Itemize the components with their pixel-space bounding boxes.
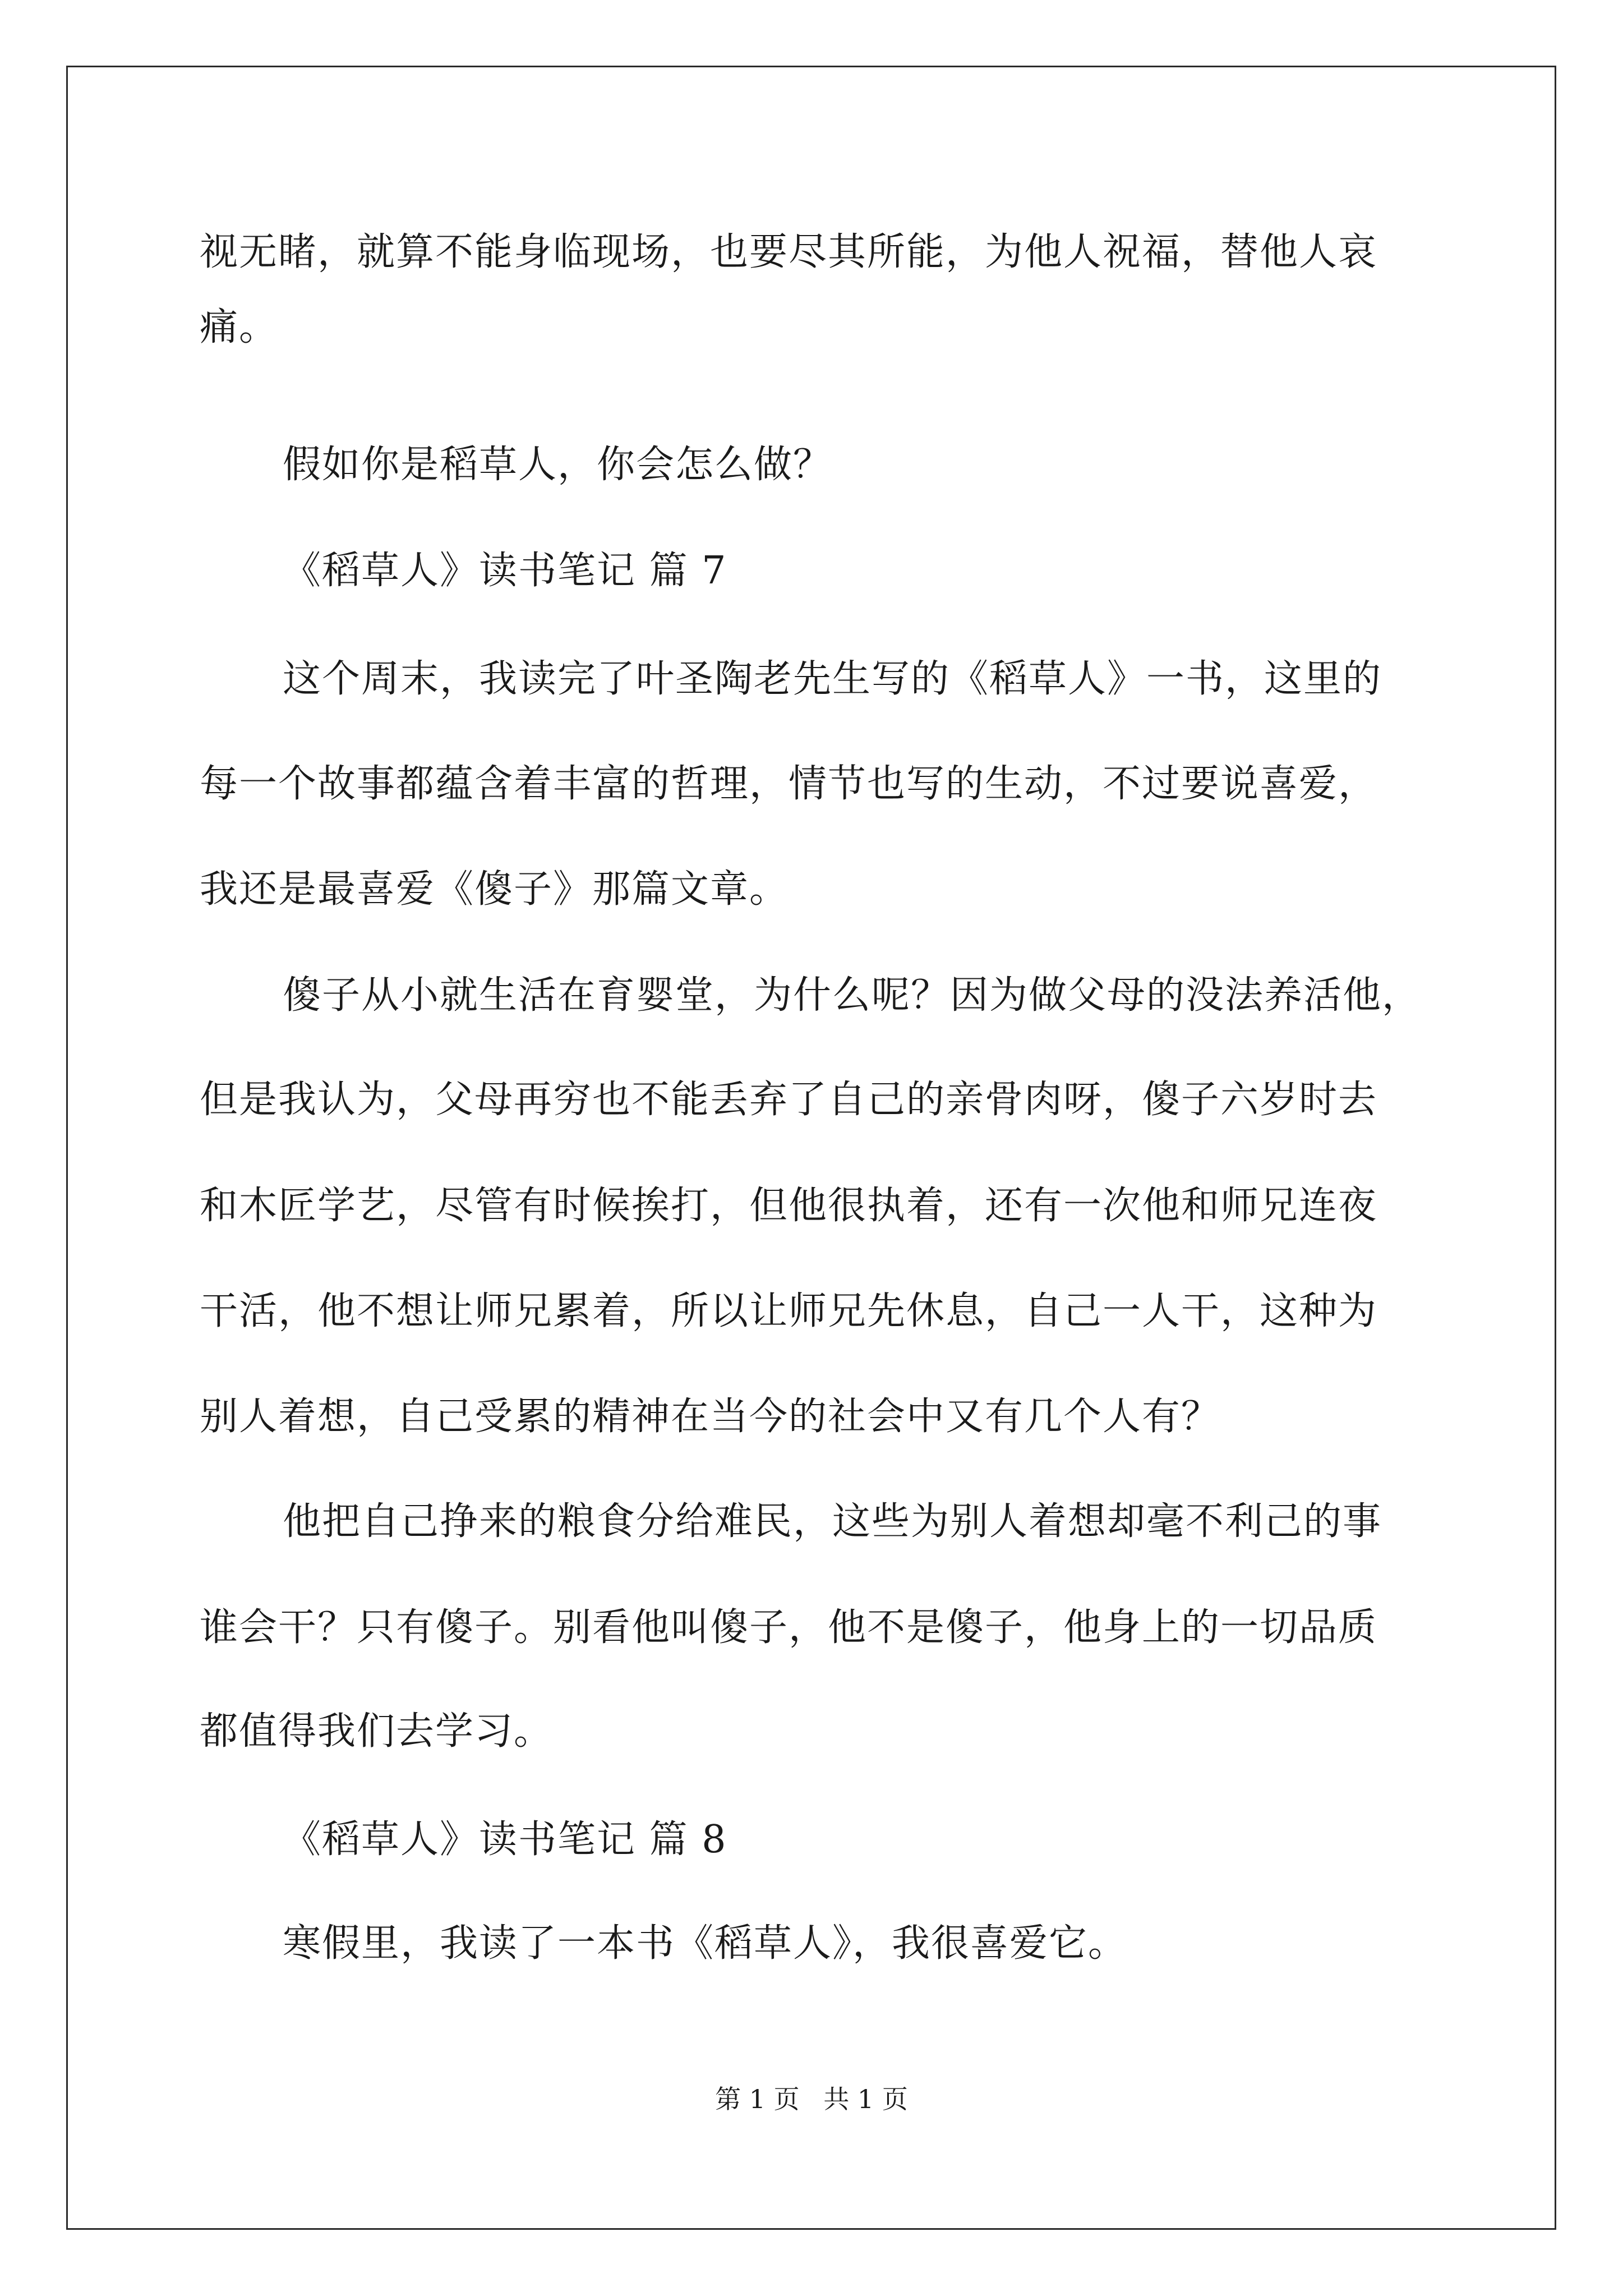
paragraph-line: 干活，他不想让师兄累着，所以让师兄先休息，自己一人干，这种为 xyxy=(200,1289,1378,1333)
page-number: 第 1 页 xyxy=(715,2084,800,2114)
paragraph-line: 傻子从小就生活在育婴堂，为什么呢？因为做父母的没法养活他， xyxy=(283,973,1422,1018)
paragraph-line: 这个周末，我读完了叶圣陶老先生写的《稻草人》一书，这里的 xyxy=(283,657,1382,701)
paragraph-line: 都值得我们去学习。 xyxy=(200,1709,554,1754)
page-total: 共 1 页 xyxy=(823,2084,908,2114)
section-heading: 《稻草人》读书笔记 篇 7 xyxy=(283,549,727,593)
section-heading: 《稻草人》读书笔记 篇 8 xyxy=(283,1818,727,1862)
paragraph-line: 谁会干？只有傻子。别看他叫傻子，他不是傻子，他身上的一切品质 xyxy=(200,1605,1378,1650)
paragraph-line: 寒假里，我读了一本书《稻草人》，我很喜爱它。 xyxy=(283,1921,1128,1966)
page-footer xyxy=(0,2082,1623,2116)
page-border xyxy=(66,66,1556,2230)
paragraph-line: 他把自己挣来的粮食分给难民，这些为别人着想却毫不利己的事 xyxy=(283,1499,1382,1544)
paragraph-line: 我还是最喜爱《傻子》那篇文章。 xyxy=(200,867,789,912)
paragraph-line: 假如你是稻草人，你会怎么做？ xyxy=(283,443,833,487)
paragraph-line: 视无睹，就算不能身临现场，也要尽其所能，为他人祝福，替他人哀 xyxy=(200,230,1378,274)
paragraph-line: 和木匠学艺，尽管有时候挨打，但他很执着，还有一次他和师兄连夜 xyxy=(200,1184,1378,1228)
paragraph-line: 但是我认为，父母再穷也不能丢弃了自己的亲骨肉呀，傻子六岁时去 xyxy=(200,1078,1378,1122)
paragraph-line: 别人着想，自己受累的精神在当今的社会中又有几个人有？ xyxy=(200,1395,1221,1439)
paragraph-line: 每一个故事都蕴含着丰富的哲理，情节也写的生动，不过要说喜爱， xyxy=(200,762,1378,806)
paragraph-line: 痛。 xyxy=(200,305,279,349)
